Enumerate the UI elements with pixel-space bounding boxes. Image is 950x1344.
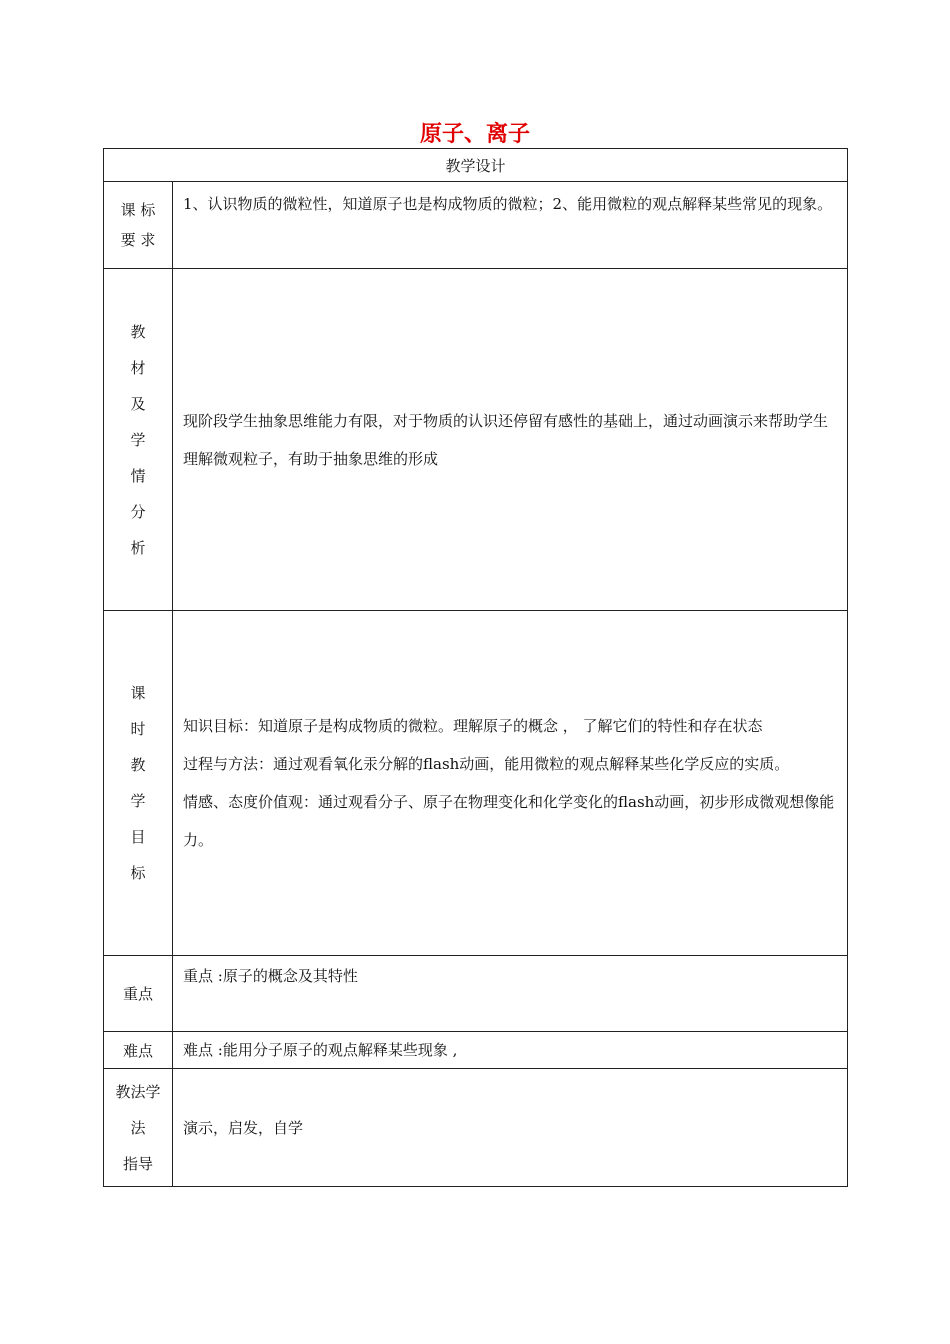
table-header: 教学设计 xyxy=(104,149,848,182)
label-line: 教法学 xyxy=(115,1082,161,1101)
label-char: 标 xyxy=(130,864,146,882)
row-content-methods xyxy=(173,1069,848,1187)
row-label-curriculum xyxy=(104,182,173,269)
row-content-curriculum xyxy=(173,182,848,269)
table-header-row xyxy=(104,149,848,182)
label-char: 教 xyxy=(130,322,146,341)
row-label-analysis xyxy=(104,269,173,611)
label-line: 法 xyxy=(130,1118,146,1137)
objective-process: 过程与方法：通过观看氧化汞分解的flash动画，能用微粒的观点解释某些化学反应的实质。 xyxy=(183,755,790,773)
label-char: 目 xyxy=(130,828,146,846)
table-row xyxy=(104,182,848,269)
content-paragraph: 演示，启发，自学 xyxy=(183,1118,304,1137)
label-line: 要 求 xyxy=(120,231,156,249)
table-row xyxy=(104,1032,848,1069)
document-title: 原子、离子 xyxy=(419,122,530,147)
table-row xyxy=(104,269,848,611)
lesson-design-table xyxy=(103,148,848,1187)
content-paragraph: 现阶段学生抽象思维能力有限，对于物质的认识还停留有感性的基础上，通过动画演示来帮助学生理解微观粒子，有助于抽象思维的形成 xyxy=(183,411,829,468)
row-content-key-point xyxy=(173,956,848,1032)
label-char: 学 xyxy=(130,792,146,810)
label-char: 情 xyxy=(130,466,146,485)
row-label-difficulty: 难点 xyxy=(104,1032,173,1069)
label-char: 学 xyxy=(130,430,146,449)
row-content-analysis xyxy=(173,269,848,611)
label-char: 及 xyxy=(130,394,146,413)
row-label-objectives xyxy=(104,611,173,956)
row-label-key-point: 重点 xyxy=(104,956,173,1032)
objective-attitude: 情感、态度价值观：通过观看分子、原子在物理变化和化学变化的flash动画，初步形成微观想像能力。 xyxy=(183,793,835,849)
content-paragraph: 1、认识物质的微粒性，知道原子也是构成物质的微粒；2、能用微粒的观点解释某些常见的现象。 xyxy=(183,195,833,213)
table-row xyxy=(104,956,848,1032)
table-row xyxy=(104,611,848,956)
objective-knowledge: 知识目标：知道原子是构成物质的微粒。理解原子的概念 ， 了解它们的特性和存在状态 xyxy=(183,717,763,735)
label-line: 课 标 xyxy=(120,201,156,219)
content-paragraph: 重点 :原子的概念及其特性 xyxy=(183,967,358,985)
content-paragraph: 难点 :能用分子原子的观点解释某些现象 , xyxy=(183,1041,458,1059)
row-content-difficulty xyxy=(173,1032,848,1069)
label-char: 材 xyxy=(130,358,146,377)
row-content-objectives xyxy=(173,611,848,956)
label-char: 教 xyxy=(130,756,146,774)
label-char: 分 xyxy=(130,502,146,521)
label-char: 析 xyxy=(130,538,146,557)
label-char: 时 xyxy=(130,720,146,738)
label-line: 指导 xyxy=(122,1154,153,1173)
row-label-methods xyxy=(104,1069,173,1187)
table-row xyxy=(104,1069,848,1187)
label-char: 课 xyxy=(130,684,146,702)
